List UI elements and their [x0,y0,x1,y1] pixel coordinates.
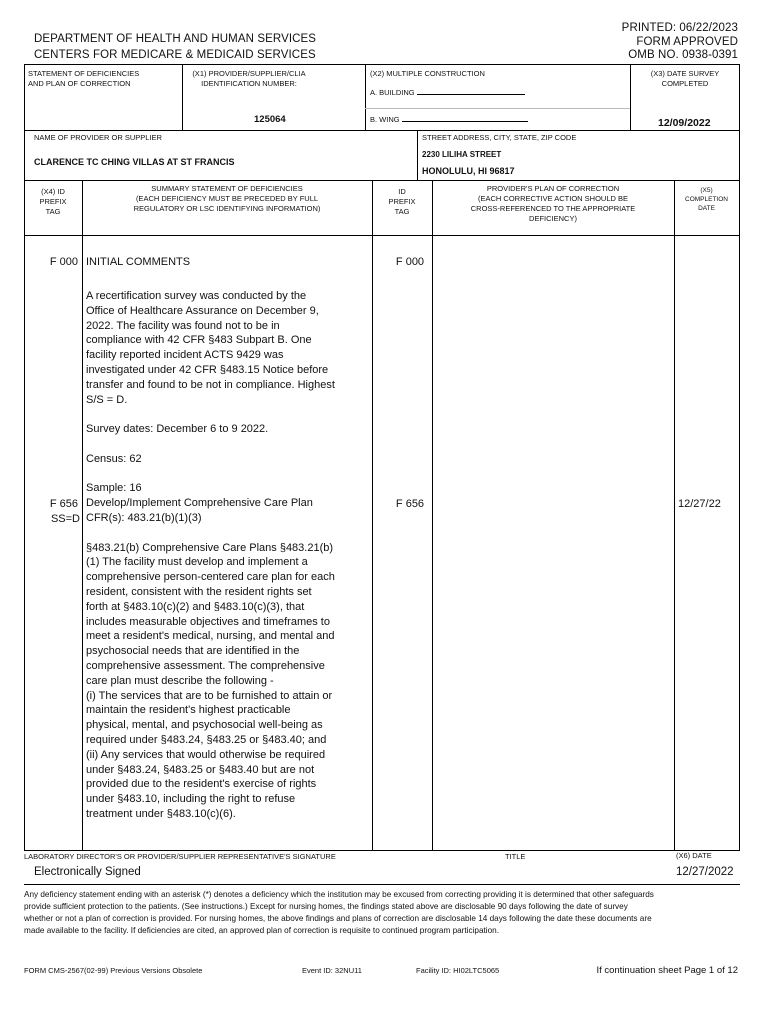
f656-completion-date: 12/27/22 [678,498,721,510]
wing-blank [402,112,528,122]
summary-header: SUMMARY STATEMENT OF DEFICIENCIES (EACH DEFICIENCY MUST BE PRECEDED BY FULL REGULATORY OR LSC IDENTIFYING INFORMATION) [133,184,321,213]
signature-value: Electronically Signed [34,866,141,878]
title-label: TITLE [505,852,526,861]
event-id: Event ID: 32NU11 [302,966,362,975]
form-info [622,22,738,63]
x4-header: (X4) ID PREFIX TAG [39,187,67,216]
f656-tag-right: F 656 [395,498,425,510]
frame-right-line [739,64,740,851]
street-address: 2230 LILIHA STREET [422,150,502,159]
plan-of-correction-header: PROVIDER'S PLAN OF CORRECTION (EACH CORRECTIVE ACTION SHOULD BE CROSS-REFERENCED TO THE APPROPRIATE DEFICIENCY) [470,184,636,223]
f656-title: Develop/Implement Comprehensive Care Plan [86,497,313,510]
building-blank [417,85,525,95]
summary-text [86,289,336,822]
regulation-paragraph: §483.21(b) Comprehensive Care Plans §483.21(b)(1) The facility must develop and implement a comprehensive person-centered care plan for each resident, consistent with the resident rights set forth at §483.10(c)(2) and §483.10(c)(3), that includes measurable objectives and timeframes to meet a resident's medical, nursing, and mental and psychosocial needs that are identified in the comprehensive assessment. The comprehensive care plan must describe the following - [86,541,335,687]
signature-label: LABORATORY DIRECTOR'S OR PROVIDER/SUPPLIER REPRESENTATIVE'S SIGNATURE [24,852,336,861]
x2-label: (X2) MULTIPLE CONSTRUCTION [370,69,485,78]
provider-name-label: NAME OF PROVIDER OR SUPPLIER [34,133,162,142]
signature-date-label: (X6) DATE [676,851,712,860]
building-field: A. BUILDING [370,85,525,98]
x5-header: (X5) COMPLETION DATE [685,187,728,212]
disclaimer-footnote: Any deficiency statement ending with an asterisk (*) denotes a deficiency which the institution may be excused from correcting providing it is determined that other safeguards provide sufficient protection to the patients. (See instructions.) Except for nursing homes, the findings stated above are disclosable 90 days following the date of survey whether or not a plan of correction is provided. For nursing homes, the above findings and plans of correction are disclosable 14 days following the date these documents are made available to the facility. If deficiencies are cited, an approved plan of correction is requisite to continued program participation. [24,890,654,935]
id-prefix-header: ID PREFIX TAG [388,187,416,216]
f656-cfr: CFR(s): 483.21(b)(1)(3) [86,511,202,524]
provider-name: CLARENCE TC CHING VILLAS AT ST FRANCIS [34,157,235,167]
form-approved: FORM APPROVED [636,35,738,48]
recertification-paragraph: A recertification survey was conducted by the Office of Healthcare Assurance on December 9, 2022. The facility was found not to be in compliance with 42 CFR §483 Subpart B. One facility reported incident ACTS 9429 was investigated under 42 CFR §483.15 Notice before transfer and found to be not in compliance. Highest S/S = D. [86,290,335,406]
frame-top-line [24,64,740,65]
provider-id-number: 125064 [254,114,286,125]
department-line-1: DEPARTMENT OF HEALTH AND HUMAN SERVICES [34,33,317,45]
wing-field: B. WING [370,112,528,125]
signature-date: 12/27/2022 [676,866,734,878]
facility-id: Facility ID: HI02LTC5065 [416,966,500,975]
regulation-item-ii: (ii) Any services that would otherwise be required under §483.24, §483.25 or §483.40 but are not provided due to the resident's exercise of rights under §483.10, including the right to refuse treatment under §483.10(c)(6). [86,748,326,820]
department-line-2: CENTERS FOR MEDICARE & MEDICAID SERVICES [34,49,316,61]
address-label: STREET ADDRESS, CITY, STATE, ZIP CODE [422,133,577,142]
survey-dates-paragraph: Survey dates: December 6 to 9 2022. [86,423,269,436]
census-paragraph: Census: 62 [86,452,142,465]
f000-tag: F 000 [49,256,78,268]
department-title [34,32,316,62]
statement-label: STATEMENT OF DEFICIENCIES AND PLAN OF CORRECTION [28,69,140,88]
f000-title: INITIAL COMMENTS [86,256,191,268]
f000-tag-right: F 000 [395,256,425,268]
x3-label: (X3) DATE SURVEY COMPLETED [650,69,720,88]
f656-scope-severity: SS=D [50,513,80,525]
omb-number: OMB NO. 0938-0391 [628,49,738,61]
form-number: FORM CMS-2567(02-99) Previous Versions Obsolete [24,966,203,975]
printed-date: PRINTED: 06/22/2023 [621,22,738,34]
f656-tag: F 656 [49,498,78,510]
city-state-zip: HONOLULU, HI 96817 [422,166,515,176]
survey-completed-date: 12/09/2022 [658,117,711,129]
sample-line: Sample: 16 [86,482,142,495]
page-continuation: If continuation sheet Page 1 of 12 [596,965,738,976]
regulation-item-i: (i) The services that are to be furnished to attain or maintain the resident's highest practicable physical, mental, and psychosocial well-being as required under §483.24, §483.25 or §483.40; and [86,689,333,746]
frame-left-line [24,64,25,851]
x1-label: (X1) PROVIDER/SUPPLIER/CLIA IDENTIFICATION NUMBER: [192,69,306,88]
